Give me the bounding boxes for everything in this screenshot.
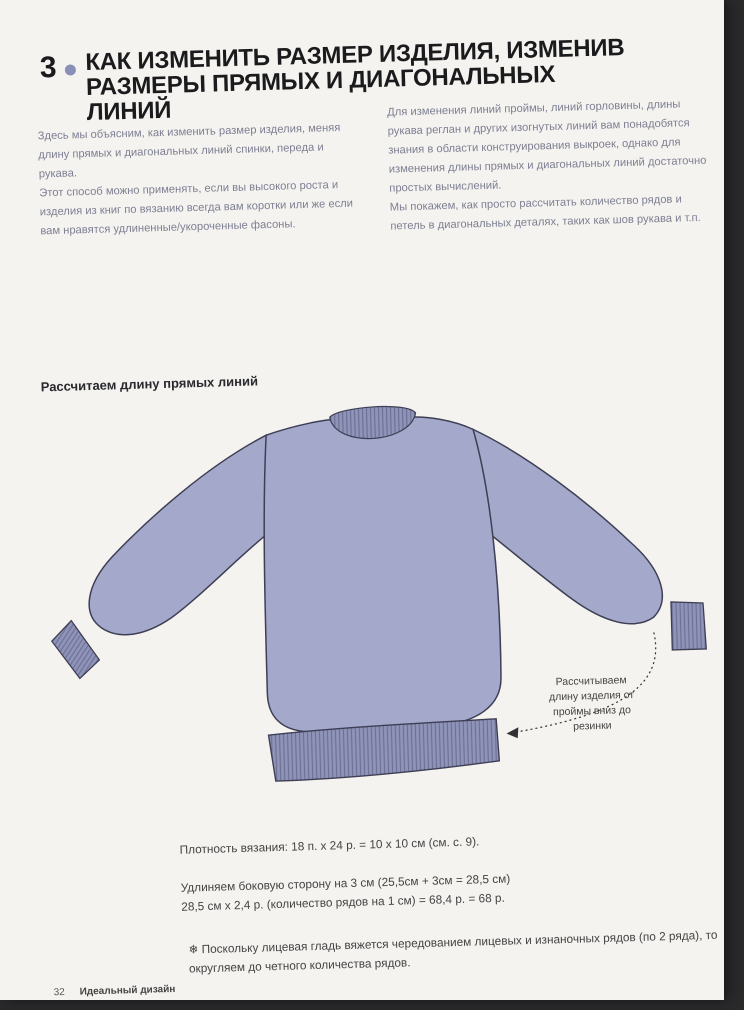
intro-left-paragraph: Здесь мы объясним, как изменить размер изделия, меняя длину прямых и диагональных линий спинки, переда и рукава. xyxy=(37,121,341,181)
intro-right-paragraph: Для изменения линий проймы, линий горловины, длины рукава реглан и других изогнутых линий вам понадобятся знания в области конструирования выкроек, однако для изменения длины прямых и диагональных линий достаточно простых вычислений. xyxy=(387,98,707,195)
section-title: КАК ИЗМЕНИТЬ РАЗМЕР ИЗДЕЛИЯ, ИЗМЕНИВ РАЗМЕРЫ ПРЯМЫХ И ДИАГОНАЛЬНЫХ ЛИНИЙ xyxy=(84,34,625,127)
section-number: 3 xyxy=(39,50,57,85)
right-cuff xyxy=(671,601,706,650)
page-number: 32 xyxy=(53,986,65,999)
callout-text: Рассчитываем длину изделия от проймы вниз до резинки xyxy=(548,674,635,733)
intro-left-column xyxy=(37,118,360,241)
arrow-head-icon xyxy=(506,727,518,738)
left-cuff xyxy=(51,620,100,679)
intro-right-paragraph: Мы покажем, как просто рассчитать количество рядов и петель в диагональных деталях, таких как шов рукава и т.п. xyxy=(389,193,701,233)
sweater-body xyxy=(260,415,503,733)
gauge-line: Плотность вязания: 18 п. х 24 р. = 10 х 10 см (см. с. 9). xyxy=(179,834,480,857)
calculation xyxy=(180,866,641,917)
running-footer: Идеальный дизайн xyxy=(79,983,176,998)
subsection-title: Рассчитаем длину прямых линий xyxy=(40,373,259,395)
intro-right-column xyxy=(387,95,711,237)
footnote: ❄ Поскольку лицевая гладь вяжется чередованием лицевых и изнаночных рядов (по 2 ряда), то округляем до четного количества рядов. xyxy=(188,927,718,976)
left-sleeve xyxy=(85,435,274,636)
bullet-dot-icon xyxy=(64,64,75,75)
calc-line: Удлиняем боковую сторону на 3 см (25,5см + 3см = 28,5 см) xyxy=(180,871,511,895)
intro-left-paragraph: Этот способ можно применять, если вы высокого роста и изделия из книг по вязанию всегда вам коротки или же если вам нравятся удлиненные/укороченные фасоны. xyxy=(39,179,354,238)
sweater-diagram xyxy=(0,390,733,820)
right-sleeve xyxy=(473,424,663,628)
calc-line: 28,5 см х 2,4 р. (количество рядов на 1 см) = 68,4 р. = 68 р. xyxy=(181,890,505,914)
